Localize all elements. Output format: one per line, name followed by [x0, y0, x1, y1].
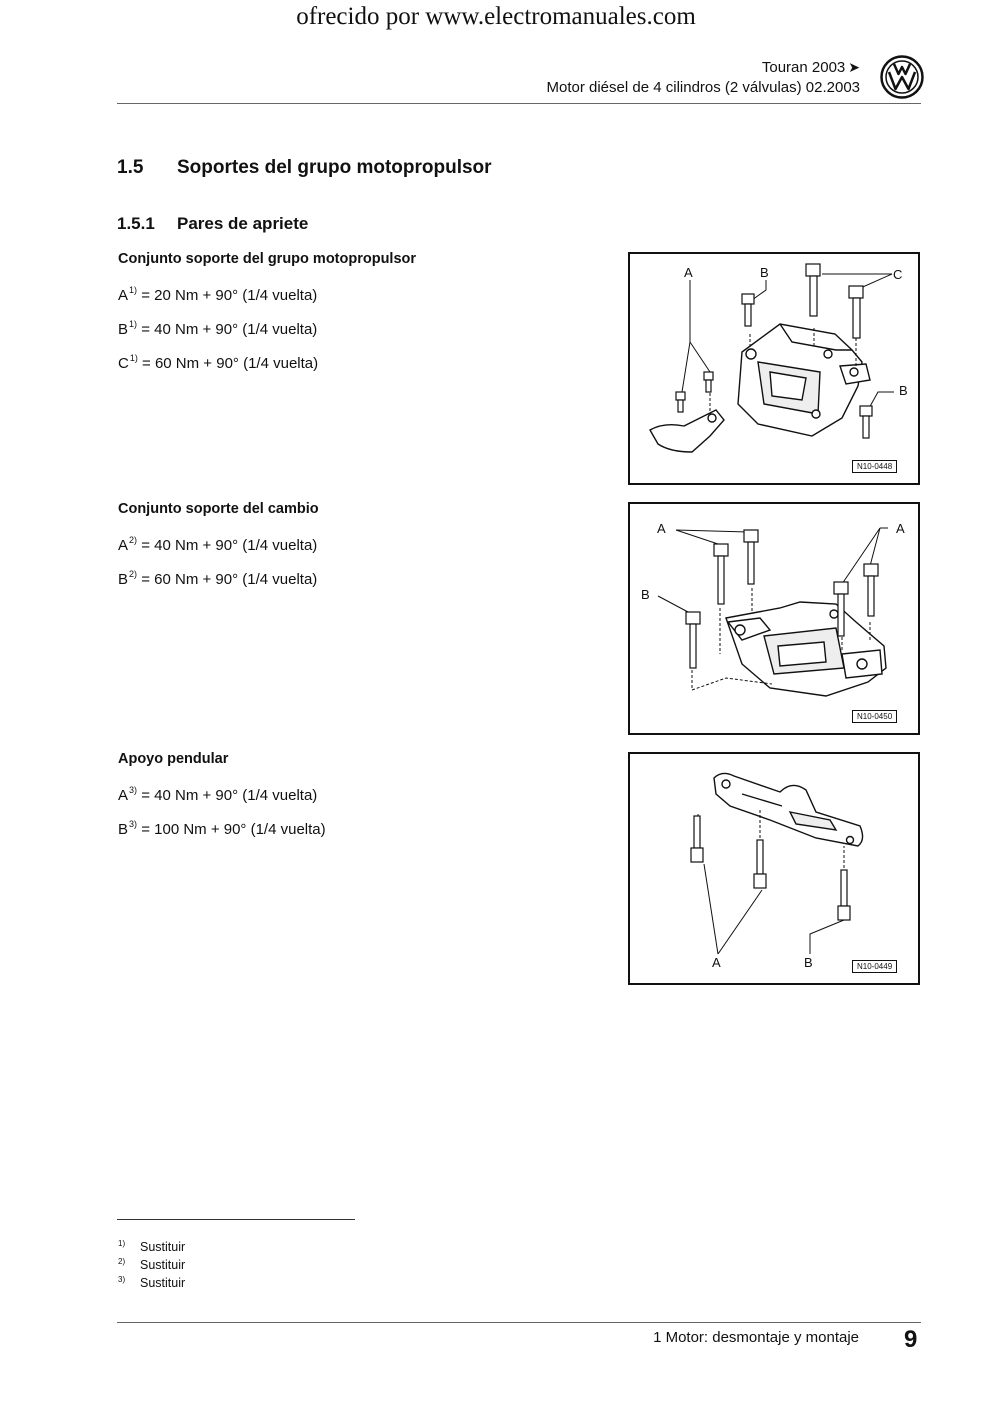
figure-code: N10-0450 [852, 710, 897, 723]
footnote-ref: 3) [129, 819, 138, 829]
header-model [762, 59, 860, 76]
torque-value: = 20 Nm + 90° (1/4 vuelta) [141, 287, 318, 304]
footnote-ref: 1) [129, 319, 138, 329]
group-title: Conjunto soporte del cambio [118, 501, 319, 517]
footnote-text: Sustituir [140, 1258, 186, 1272]
footer-rule [117, 1322, 921, 1323]
figure-engine-mount [628, 252, 920, 485]
torque-spec [118, 535, 317, 554]
section-title: Soportes del grupo motopropulsor [177, 157, 492, 178]
footnote-ref: 2) [129, 569, 138, 579]
torque-letter: A [118, 787, 129, 804]
callout-label: A [896, 521, 905, 536]
gearbox-mount-drawing [630, 504, 918, 733]
torque-value: = 40 Nm + 90° (1/4 vuelta) [141, 787, 318, 804]
figure-gearbox-mount [628, 502, 920, 735]
banner-watermark: ofrecido por www.electromanuales.com [296, 3, 696, 30]
engine-mount-drawing [630, 254, 918, 483]
callout-label: B [641, 587, 650, 602]
pendulum-support-drawing [630, 754, 918, 983]
torque-letter: A [118, 537, 129, 554]
figure-code: N10-0448 [852, 460, 897, 473]
subsection-title: Pares de apriete [177, 214, 309, 233]
footnote [118, 1275, 185, 1290]
section-number: 1.5 [117, 157, 144, 178]
torque-spec [118, 319, 317, 338]
header-subtitle: Motor diésel de 4 cilindros (2 válvulas) 02.2003 [546, 79, 860, 96]
torque-value: = 60 Nm + 90° (1/4 vuelta) [142, 355, 319, 372]
torque-letter: C [118, 355, 129, 372]
torque-spec [118, 285, 317, 304]
footnote-rule [117, 1219, 355, 1220]
torque-value: = 100 Nm + 90° (1/4 vuelta) [141, 821, 326, 838]
torque-letter: B [118, 821, 129, 838]
footnote-mark: 2) [118, 1257, 126, 1266]
subsection-number: 1.5.1 [117, 214, 155, 233]
footnote-ref: 3) [129, 785, 138, 795]
header-rule [117, 103, 921, 104]
group-title: Conjunto soporte del grupo motopropulsor [118, 251, 417, 267]
torque-value: = 40 Nm + 90° (1/4 vuelta) [141, 321, 318, 338]
torque-letter: B [118, 321, 129, 338]
footer-chapter: 1 Motor: desmontaje y montaje [653, 1329, 859, 1346]
torque-letter: A [118, 287, 129, 304]
footnote [118, 1239, 185, 1254]
figure-code: N10-0449 [852, 960, 897, 973]
torque-value: = 40 Nm + 90° (1/4 vuelta) [141, 537, 318, 554]
footnote-ref: 2) [129, 535, 138, 545]
callout-label: A [684, 265, 693, 280]
callout-label: A [657, 521, 666, 536]
footnote [118, 1257, 185, 1272]
arrow-right-icon: ➤ [848, 59, 860, 75]
torque-letter: B [118, 571, 129, 588]
footnote-mark: 3) [118, 1275, 126, 1284]
footnote-text: Sustituir [140, 1240, 186, 1254]
callout-label: B [760, 265, 769, 280]
footnote-text: Sustituir [140, 1276, 186, 1290]
torque-spec [118, 353, 318, 372]
callout-label: C [893, 267, 903, 282]
footnote-mark: 1) [118, 1239, 126, 1248]
callout-label: B [804, 955, 813, 970]
page-number: 9 [904, 1326, 918, 1353]
vw-logo-icon [880, 55, 924, 99]
footnote-ref: 1) [129, 285, 138, 295]
torque-spec [118, 569, 317, 588]
header-model-text: Touran 2003 [761, 59, 846, 76]
figure-pendulum-support [628, 752, 920, 985]
torque-spec [118, 785, 317, 804]
callout-label: B [899, 383, 908, 398]
footnote-ref: 1) [129, 353, 138, 363]
torque-spec [118, 819, 326, 838]
torque-value: = 60 Nm + 90° (1/4 vuelta) [141, 571, 318, 588]
group-title: Apoyo pendular [118, 751, 229, 767]
callout-label: A [712, 955, 721, 970]
